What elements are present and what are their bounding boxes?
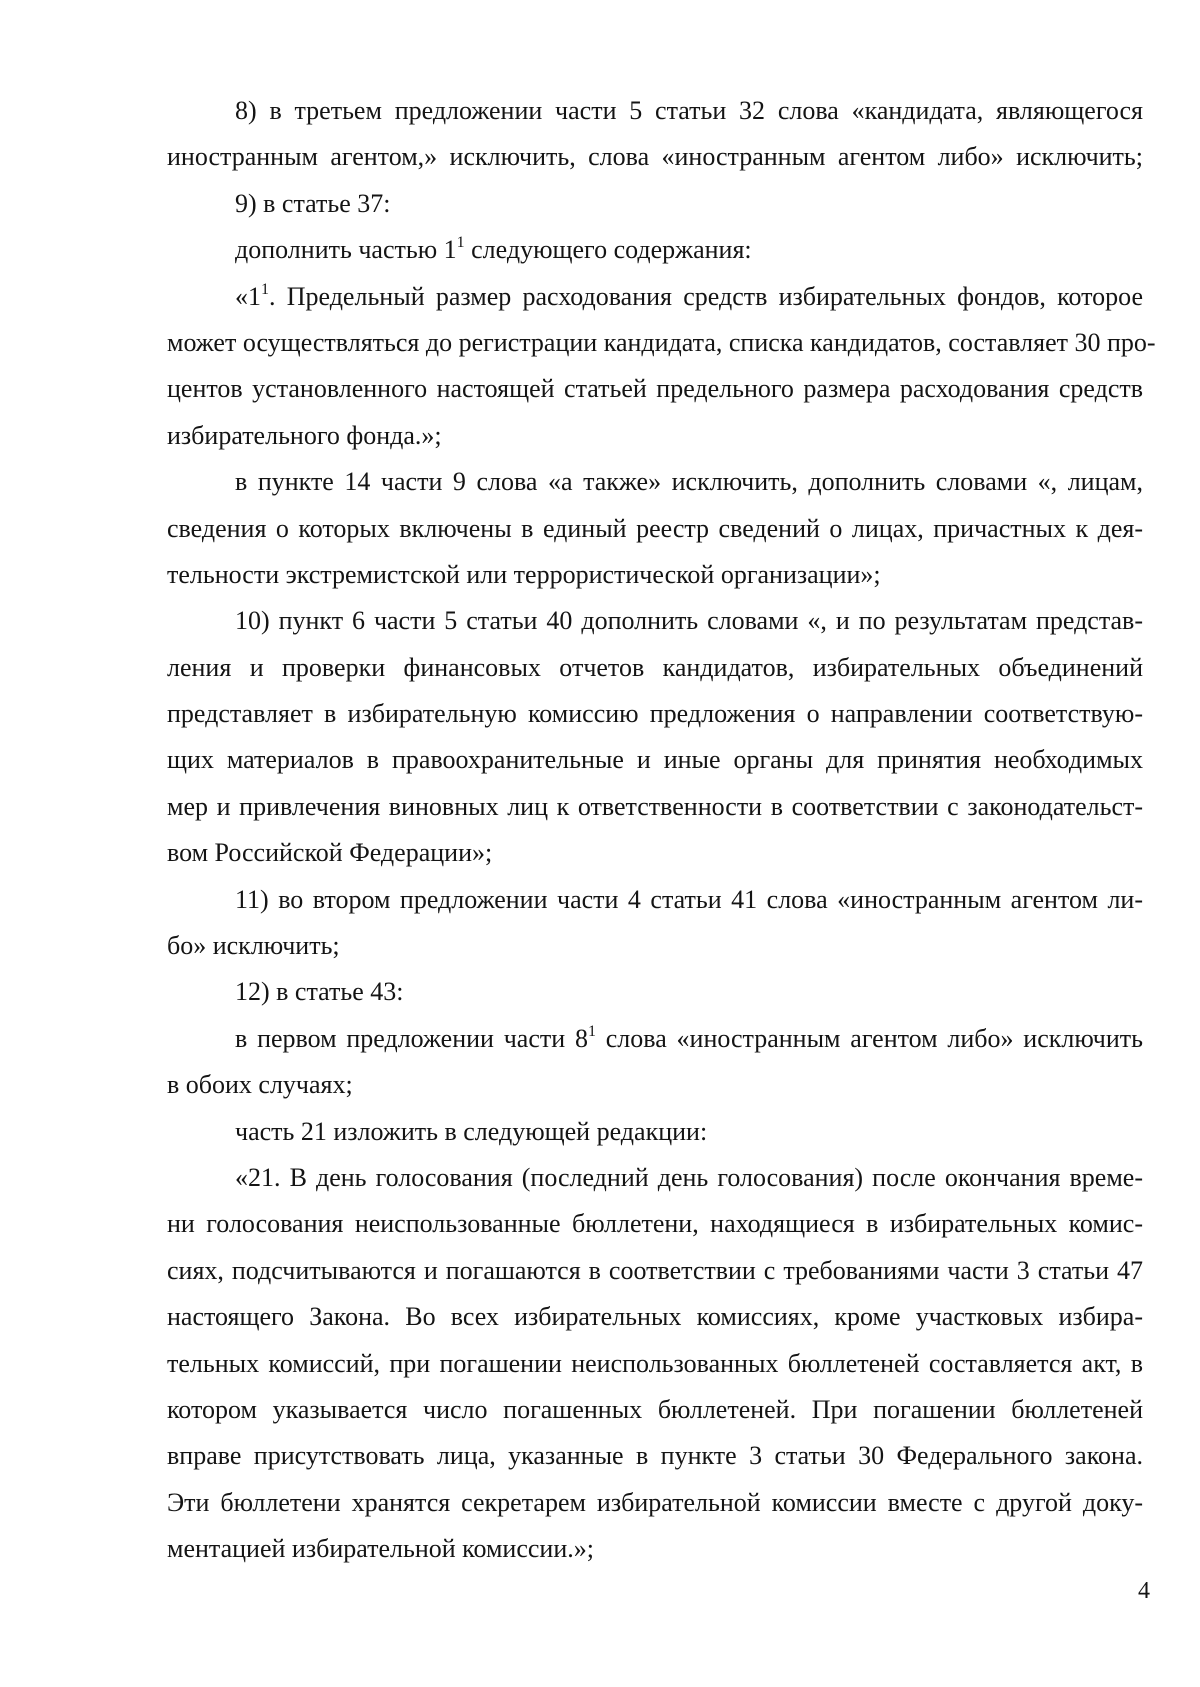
text-line: в обоих случаях; [167,1070,353,1100]
text-line [167,1016,1143,1062]
text-line: вом Российской Федерации»; [167,838,493,868]
text-line: 10) пункт 6 части 5 статьи 40 дополнить словами «, и по результатам представ- [235,606,1143,636]
superscript: 1 [261,280,269,298]
text-line: иностранным агентом,» исключить, слова «иностранным агентом либо» исключить; [167,142,1143,172]
text-segment: в первом предложении части 8 [235,1023,588,1053]
text-line: центов установленного настоящей статьей предельного размера расходования средств [167,374,1143,404]
text-line: щих материалов в правоохранительные и иные органы для принятия необходимых [167,745,1143,775]
text-segment: следующего содержания: [471,235,752,265]
text-line: «21. В день голосования (последний день голосования) после окончания време- [235,1162,1143,1192]
page-number: 4 [1138,1578,1150,1604]
text-line: ления и проверки финансовых отчетов кандидатов, избирательных объединений [167,652,1143,682]
text-line: мер и привлечения виновных лиц к ответственности в соответствии с законодательст- [167,791,1143,821]
text-line: тельности экстремистской или террористической организации»; [167,559,881,589]
text-line: Эти бюллетени хранятся секретарем избирательной комиссии вместе с другой доку- [167,1487,1143,1517]
text-line: 8) в третьем предложении части 5 статьи 32 слова «кандидата, являющегося [235,96,1143,125]
text-segment: слова «иностранным агентом либо» исключить [605,1023,1143,1053]
text-segment: «1 [235,281,261,311]
superscript: 1 [587,1022,596,1040]
text-line: часть 21 изложить в следующей редакции: [235,1116,708,1146]
text-line [167,274,1143,320]
text-line: в пункте 14 части 9 слова «а также» исключить, дополнить словами «, лицам, [235,467,1143,497]
text-line: 12) в статье 43: [235,977,404,1007]
text-line: котором указывается число погашенных бюллетеней. При погашении бюллетеней [167,1394,1143,1424]
text-line: представляет в избирательную комиссию предложения о направлении соответствую- [167,699,1143,729]
text-line: бо» исключить; [167,931,340,961]
text-line [167,227,1143,273]
text-segment: . Предельный размер расходования средств избирательных фондов, которое [269,281,1143,311]
text-line: вправе присутствовать лица, указанные в пункте 3 статьи 30 Федерального закона. [167,1441,1143,1471]
text-line: ни голосования неиспользованные бюллетени, находящиеся в избирательных комис- [167,1209,1143,1239]
superscript: 1 [456,234,465,252]
text-line: сведения о которых включены в единый реестр сведений о лицах, причастных к дея- [167,513,1143,543]
text-line: может осуществляться до регистрации кандидата, списка кандидатов, составляет 30 про- [167,327,1156,357]
text-segment: дополнить частью 1 [235,235,457,265]
text-line: ментацией избирательной комиссии.»; [167,1534,594,1564]
text-line: избирательного фонда.»; [167,420,442,450]
text-line: 9) в статье 37: [235,188,391,218]
text-line: тельных комиссий, при погашении неиспользованных бюллетеней составляется акт, в [167,1348,1143,1378]
document-body [167,88,1156,1573]
text-line: сиях, подсчитываются и погашаются в соответствии с требованиями части 3 статьи 47 [167,1255,1143,1285]
text-line: 11) во втором предложении части 4 статьи 41 слова «иностранным агентом ли- [235,884,1143,914]
text-line: настоящего Закона. Во всех избирательных комиссиях, кроме участковых избира- [167,1302,1143,1332]
